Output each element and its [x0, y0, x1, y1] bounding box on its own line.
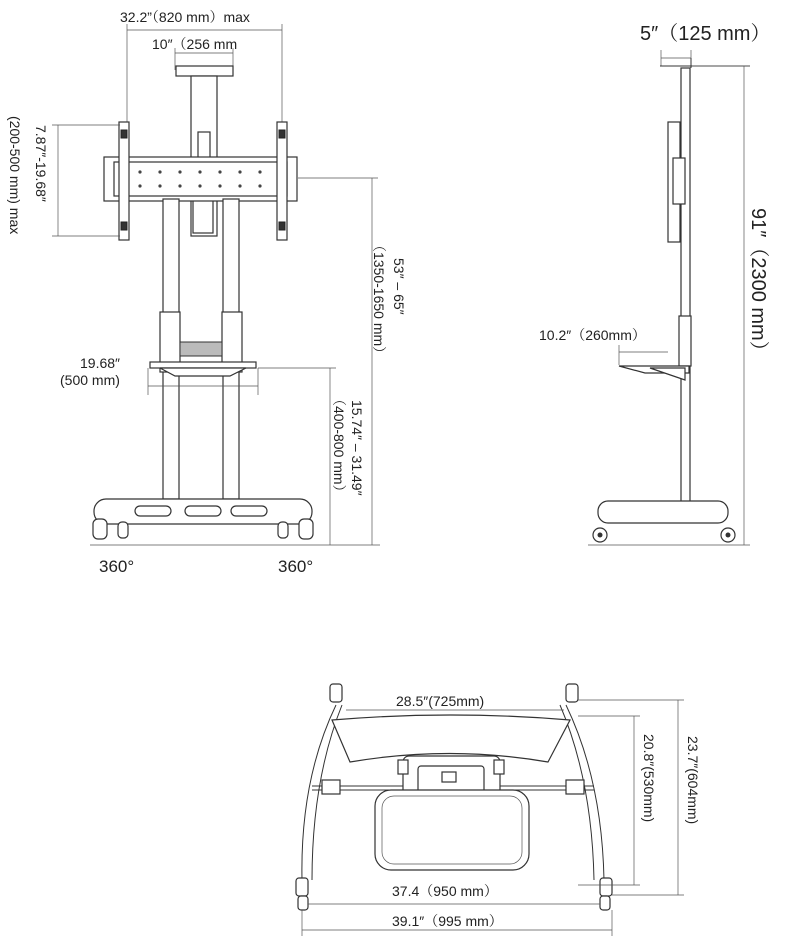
inner-width-label: 28.5″(725mm): [396, 693, 485, 709]
wheel-span-label: 37.4（950 mm）: [392, 883, 498, 899]
shelf-width-in-label: 19.68″: [80, 355, 120, 371]
shelf-height-in-label: 15.74″ – 31.49″: [349, 400, 365, 496]
caster-right-label: 360°: [278, 557, 314, 576]
outer-depth-label: 23.7″(604mm): [685, 736, 701, 825]
height-range-mm-label: （1350-1650 mm）: [371, 238, 387, 361]
side-depth-top-label: 5″（125 mm）: [640, 23, 771, 45]
vesa-height-in-label: 7.87″-19.68″: [33, 125, 49, 202]
outer-width-label: 39.1″（995 mm）: [392, 913, 503, 929]
side-total-height-label: 91″（2300 mm）: [747, 208, 769, 361]
front-width-max-label: 32.2”（820 mm）max: [120, 9, 250, 25]
shelf-height-mm-label: （400-800 mm）: [331, 392, 347, 499]
vesa-height-mm-label: (200-500 mm) max: [7, 116, 23, 235]
side-shelf-depth-label: 10.2″（260mm）: [539, 327, 646, 343]
inner-depth-label: 20.8″(530mm): [641, 734, 657, 823]
front-view: [7, 9, 407, 576]
height-range-in-label: 53″ – 65″: [391, 258, 407, 315]
top-bracket-label: 10″（256 mm: [152, 36, 238, 52]
caster-left-label: 360°: [99, 557, 135, 576]
shelf-width-mm-label: (500 mm): [60, 372, 120, 388]
side-view: [539, 23, 770, 545]
top-view: [296, 684, 701, 936]
